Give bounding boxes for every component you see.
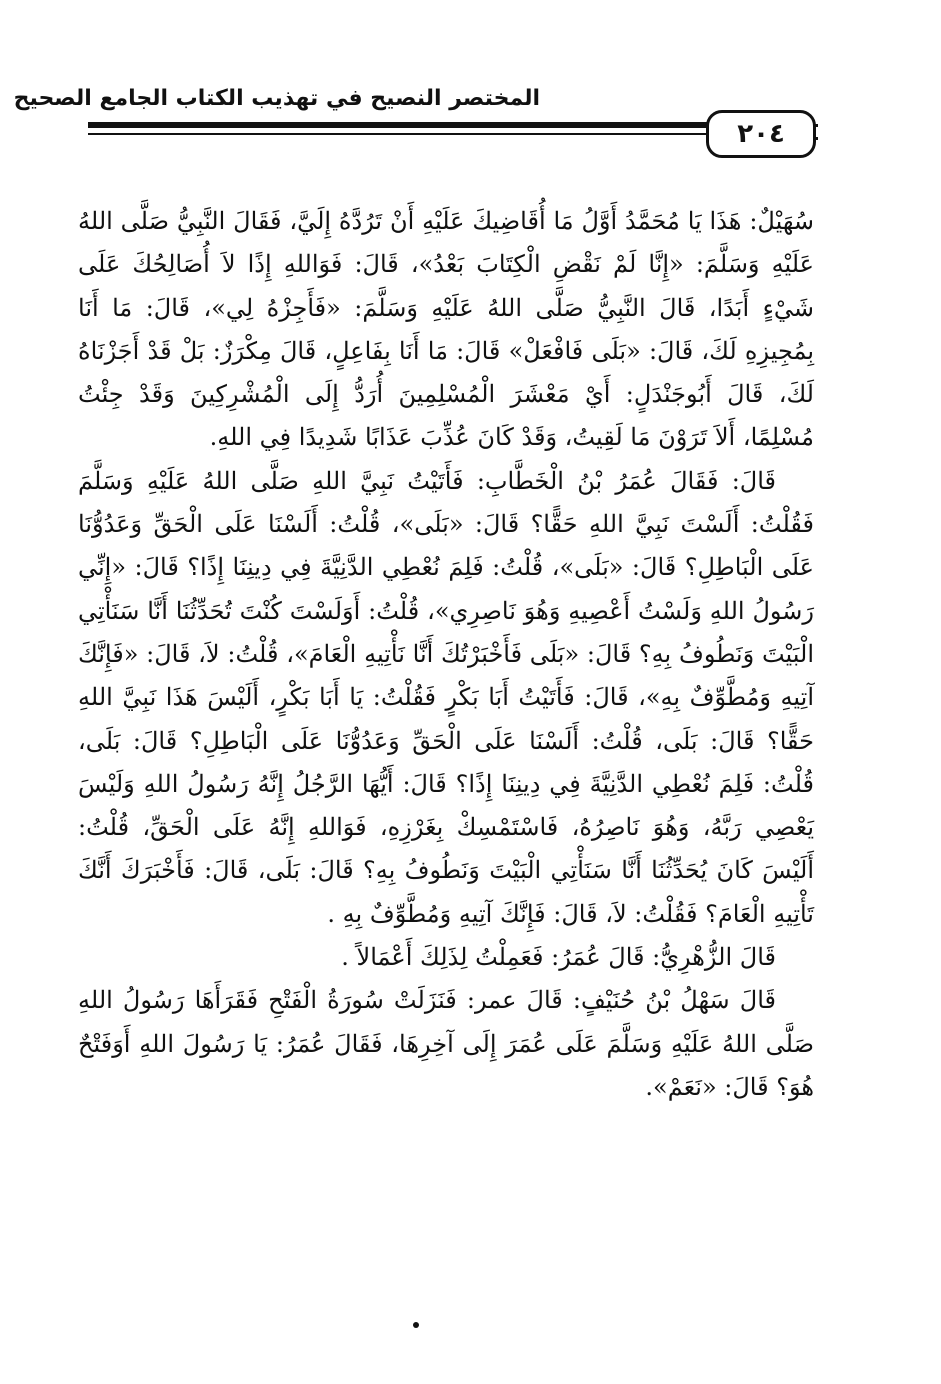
page-number: ٢٠٤ <box>737 119 785 149</box>
footer-dot <box>413 1322 419 1328</box>
paragraph-1: سُهَيْلٌ: هَذَا يَا مُحَمَّدُ أَوَّلُ مَا أُقَاضِيكَ عَلَيْهِ أَنْ تَرُدَّهُ إِلَيَّ، فَقَالَ النَّبِيُّ صَلَّى اللهُ عَلَيْهِ وَسَلَّمَ: «إِنَّا لَمْ نَقْضِ الْكِتَابَ بَعْدُ»، قَالَ: فَوَاللهِ إِذًا لاَ أُصَالِحُكَ عَلَى شَيْءٍ أَبَدًا، قَالَ النَّبِيُّ صَلَّى اللهُ عَلَيْهِ وَسَلَّمَ: «فَأَجِزْهُ لِي»، قَالَ: مَا أَنَا بِمُجِيزِهِ لَكَ، قَالَ: «بَلَى فَافْعَلْ» قَالَ: مَا أَنَا بِفَاعِلٍ، قَالَ مِكْرَزٌ: بَلْ قَدْ أَجَزْنَاهُ لَكَ، قَالَ أَبُوجَنْدَلٍ: أَيْ مَعْشَرَ الْمُسْلِمِينَ أُرَدُّ إِلَى الْمُشْرِكِينَ وَقَدْ جِئْتُ مُسْلِمًا، أَلاَ تَرَوْنَ مَا لَقِيتُ، وَقَدْ كَانَ عُذِّبَ عَذَابًا شَدِيدًا فِي اللهِ. <box>78 207 814 452</box>
paragraph-3: قَالَ الزُّهْرِيُّ: قَالَ عُمَرُ: فَعَمِلْتُ لِذَلِكَ أَعْمَالاً . <box>341 943 776 972</box>
running-header-title: المختصر النصيح في تهذيب الكتاب الجامع الصحيح <box>13 86 540 111</box>
paragraph-2: قَالَ: فَقَالَ عُمَرُ بْنُ الْخَطَّابِ: فَأَتَيْتُ نَبِيَّ اللهِ صَلَّى اللهُ عَلَيْهِ وَسَلَّمَ فَقُلْتُ: أَلَسْتَ نَبِيَّ اللهِ حَقًّا؟ قَالَ: «بَلَى»، قُلْتُ: أَلَسْنَا عَلَى الْحَقِّ وَعَدُوُّنَا عَلَى الْبَاطِلِ؟ قَالَ: «بَلَى»، قُلْتُ: فَلِمَ نُعْطِي الدَّنِيَّةَ فِي دِينِنَا إِذًا؟ قَالَ: «إِنِّي رَسُولُ اللهِ وَلَسْتُ أَعْصِيهِ وَهُوَ نَاصِرِي»، قُلْتُ: أَوَلَسْتَ كُنْتَ تُحَدِّثُنَا أَنَّا سَنَأْتِي الْبَيْتَ وَنَطُوفُ بِهِ؟ قَالَ: «بَلَى فَأَخْبَرْتُكَ أَنَّا نَأْتِيهِ الْعَامَ»، قُلْتُ: لاَ، قَالَ: «فَإِنَّكَ آتِيهِ وَمُطَّوِّفٌ بِهِ»، قَالَ: فَأَتَيْتُ أَبَا بَكْرٍ فَقُلْتُ: يَا أَبَا بَكْرٍ، أَلَيْسَ هَذَا نَبِيَّ اللهِ حَقًّا؟ قَالَ: بَلَى، قُلْتُ: أَلَسْنَا عَلَى الْحَقِّ وَعَدُوُّنَا عَلَى الْبَاطِلِ؟ قَالَ: بَلَى، قُلْتُ: فَلِمَ نُعْطِي الدَّنِيَّةَ فِي دِينِنَا إِذًا؟ قَالَ: أَيُّهَا الرَّجُلُ إِنَّهُ رَسُولُ اللهِ وَلَيْسَ يَعْصِي رَبَّهُ، وَهُوَ نَاصِرُهُ، فَاسْتَمْسِكْ بِغَرْزِهِ، فَوَاللهِ إِنَّهُ عَلَى الْحَقِّ، قُلْتُ: أَلَيْسَ كَانَ يُحَدِّثُنَا أَنَّا سَنَأْتِي الْبَيْتَ وَنَطُوفُ بِهِ؟ قَالَ: بَلَى، قَالَ: فَأَخْبَرَكَ أَنَّكَ تَأْتِيهِ الْعَامَ؟ فَقُلْتُ: لاَ، قَالَ: فَإِنَّكَ آتِيهِ وَمُطَّوِّفٌ بِهِ . <box>78 466 814 928</box>
body-text <box>78 200 814 1109</box>
header-rule-thin <box>88 133 712 135</box>
page-number-box <box>706 110 816 158</box>
paragraph-4: قَالَ سَهْلُ بْنُ حُنَيْفٍ: قَالَ عمر: فَنَزَلَتْ سُورَةُ الْفَتْحِ فَقَرَأَهَا رَسُولُ اللهِ صَلَّى اللهُ عَلَيْهِ وَسَلَّمَ عَلَى عُمَرَ إِلَى آخِرِهَا، فَقَالَ عُمَرُ: يَا رَسُولَ اللهِ أَوَفَتْحٌ هُوَ؟ قَالَ: «نَعَمْ». <box>78 986 814 1101</box>
header-rule-thick <box>88 122 712 128</box>
